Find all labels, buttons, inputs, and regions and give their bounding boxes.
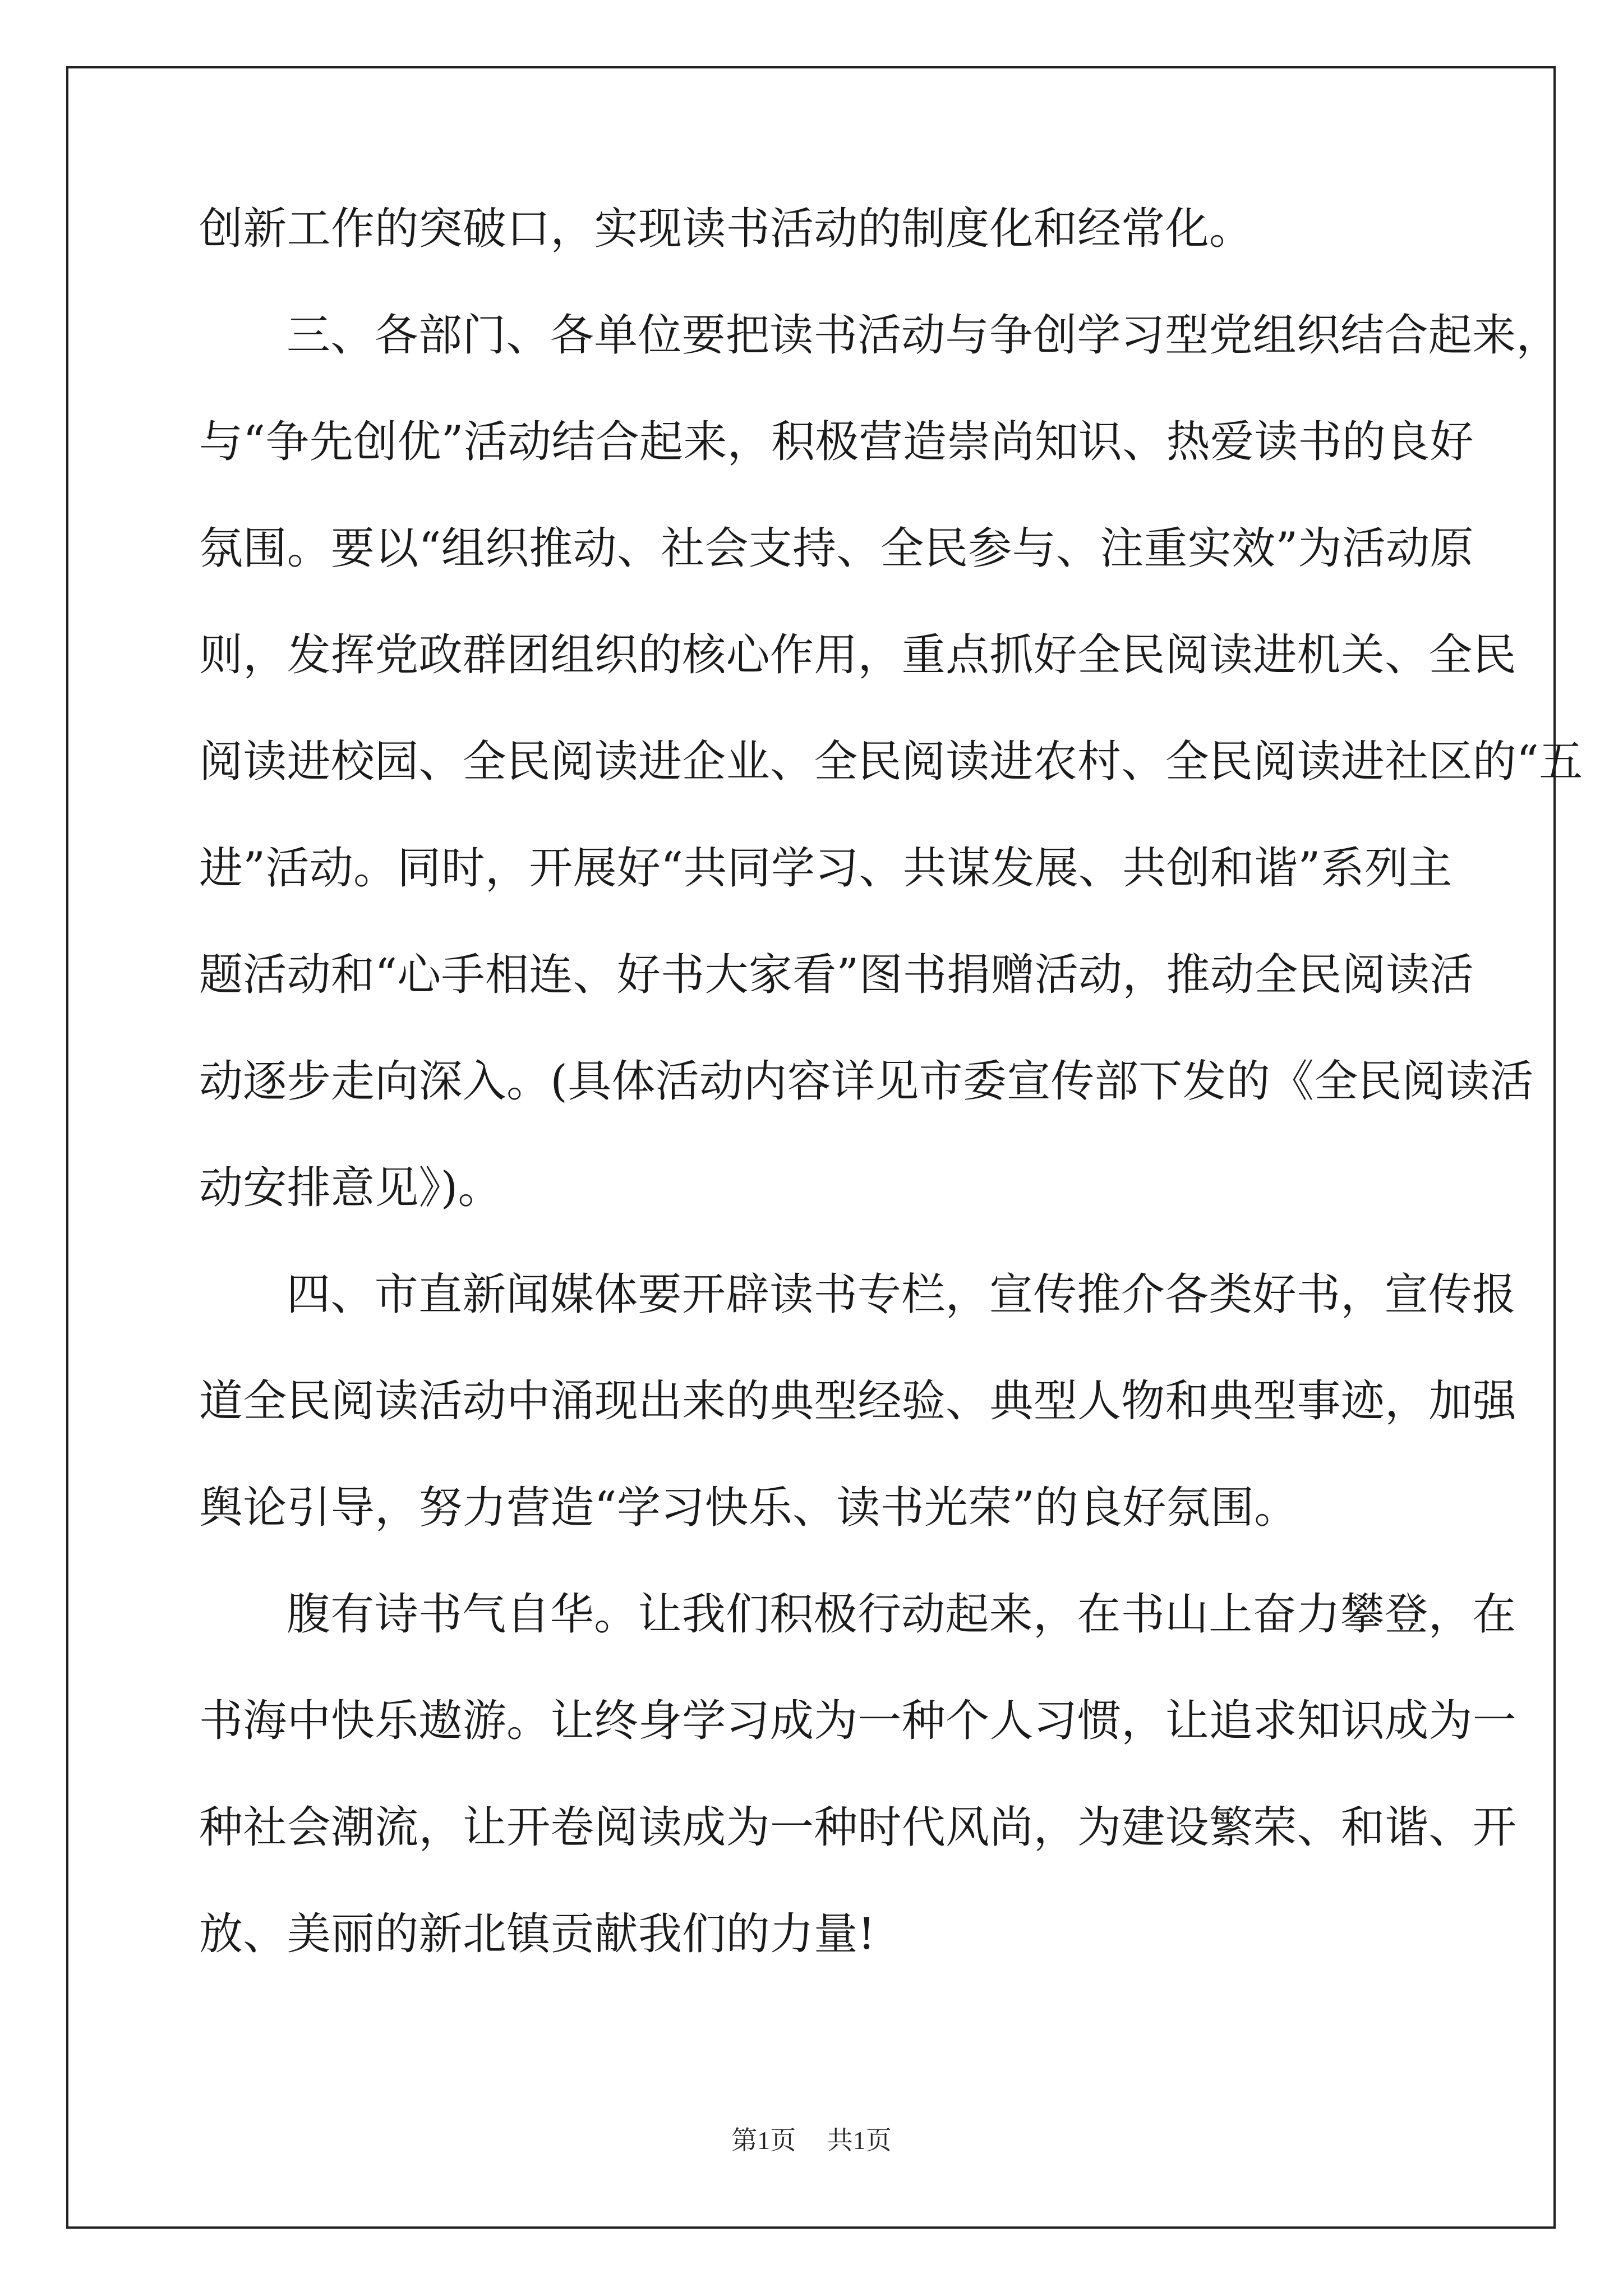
text-line: 放、美丽的新北镇贡献我们的力量!: [199, 1909, 876, 1959]
text-line: 道全民阅读活动中涌现出来的典型经验、典型人物和典型事迹，加强: [199, 1376, 1517, 1427]
text-line: 种社会潮流，让开卷阅读成为一种时代风尚，为建设繁荣、和谐、开: [199, 1802, 1517, 1853]
page-footer: [0, 2125, 1623, 2156]
text-line: 进”活动。同时，开展好“共同学习、共谋发展、共创和谐”系列主: [199, 843, 1453, 894]
text-line: 三、各部门、各单位要把读书活动与争创学习型党组织结合起来，: [287, 310, 1560, 361]
document-body: [199, 202, 1583, 2014]
text-line: 阅读进校园、全民阅读进企业、全民阅读进农村、全民阅读进社区的“五: [199, 737, 1583, 787]
text-line: 四、市直新闻媒体要开辟读书专栏，宣传推介各类好书，宣传报: [287, 1269, 1516, 1320]
text-line: 创新工作的突破口，实现读书活动的制度化和经常化。: [199, 204, 1253, 254]
page-number: 第1页: [731, 2126, 796, 2155]
page-total: 共1页: [827, 2126, 892, 2155]
text-line: 动安排意见》)。: [199, 1163, 502, 1213]
text-line: 书海中快乐遨游。让终身学习成为一种个人习惯，让追求知识成为一: [199, 1696, 1517, 1746]
text-line: 舆论引导，努力营造“学习快乐、读书光荣”的良好氛围。: [199, 1483, 1298, 1533]
text-line: 动逐步走向深入。(具体活动内容详见市委宣传部下发的《全民阅读活: [199, 1056, 1534, 1107]
text-line: 氛围。要以“组织推动、社会支持、全民参与、注重实效”为活动原: [199, 523, 1474, 574]
text-line: 则，发挥党政群团组织的核心作用，重点抓好全民阅读进机关、全民: [199, 630, 1517, 680]
text-line: 与“争先创优”活动结合起来，积极营造崇尚知识、热爱读书的良好: [199, 417, 1474, 467]
text-line: 腹有诗书气自华。让我们积极行动起来，在书山上奋力攀登，在: [287, 1589, 1516, 1640]
text-line: 题活动和“心手相连、好书大家看”图书捐赠活动，推动全民阅读活: [199, 950, 1474, 1000]
